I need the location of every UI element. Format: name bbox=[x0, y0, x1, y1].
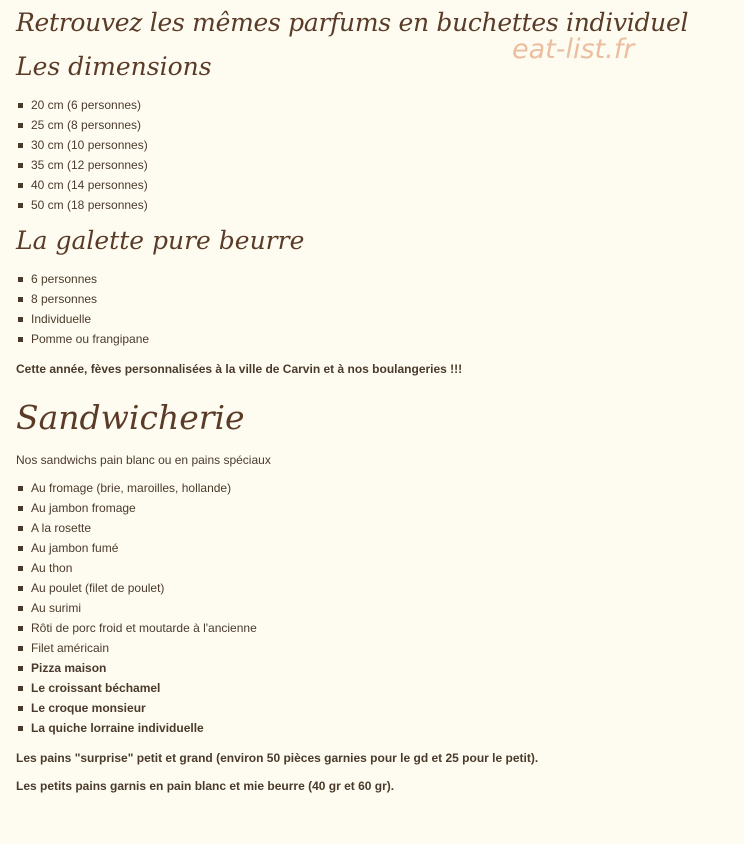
sandwich-intro: Nos sandwichs pain blanc ou en pains spéciaux bbox=[16, 453, 271, 467]
list-item: Le croque monsieur bbox=[18, 698, 257, 718]
list-item: Au jambon fumé bbox=[18, 538, 257, 558]
list-item: Au thon bbox=[18, 558, 257, 578]
list-item: 30 cm (10 personnes) bbox=[18, 135, 148, 155]
list-item: Le croissant béchamel bbox=[18, 678, 257, 698]
list-item: 20 cm (6 personnes) bbox=[18, 95, 148, 115]
list-item: Individuelle bbox=[18, 309, 149, 329]
list-item: Au fromage (brie, maroilles, hollande) bbox=[18, 478, 257, 498]
galette-heading: La galette pure beurre bbox=[16, 226, 305, 255]
list-item: A la rosette bbox=[18, 518, 257, 538]
list-item: 35 cm (12 personnes) bbox=[18, 155, 148, 175]
petits-pains-note: Les petits pains garnis en pain blanc et mie beurre (40 gr et 60 gr). bbox=[16, 779, 395, 793]
list-item: Au surimi bbox=[18, 598, 257, 618]
dimensions-heading: Les dimensions bbox=[16, 52, 212, 81]
list-item: 8 personnes bbox=[18, 289, 149, 309]
list-item: 50 cm (18 personnes) bbox=[18, 195, 148, 215]
list-item: Au poulet (filet de poulet) bbox=[18, 578, 257, 598]
list-item: La quiche lorraine individuelle bbox=[18, 718, 257, 738]
list-item: Pomme ou frangipane bbox=[18, 329, 149, 349]
dimensions-list bbox=[18, 95, 148, 215]
list-item: Rôti de porc froid et moutarde à l'ancienne bbox=[18, 618, 257, 638]
list-item: Filet américain bbox=[18, 638, 257, 658]
list-item: 40 cm (14 personnes) bbox=[18, 175, 148, 195]
list-item: 25 cm (8 personnes) bbox=[18, 115, 148, 135]
list-item: 6 personnes bbox=[18, 269, 149, 289]
list-item: Pizza maison bbox=[18, 658, 257, 678]
galette-list bbox=[18, 269, 149, 349]
sandwich-list bbox=[18, 478, 257, 738]
sandwicherie-heading: Sandwicherie bbox=[16, 398, 245, 437]
surprise-note: Les pains "surprise" petit et grand (environ 50 pièces garnies pour le gd et 25 pour le petit). bbox=[16, 751, 539, 765]
galette-note: Cette année, fèves personnalisées à la ville de Carvin et à nos boulangeries !!! bbox=[16, 362, 463, 376]
page-title: Retrouvez les mêmes parfums en buchettes individuel bbox=[16, 8, 689, 37]
watermark: eat-list.fr bbox=[512, 34, 635, 65]
list-item: Au jambon fromage bbox=[18, 498, 257, 518]
